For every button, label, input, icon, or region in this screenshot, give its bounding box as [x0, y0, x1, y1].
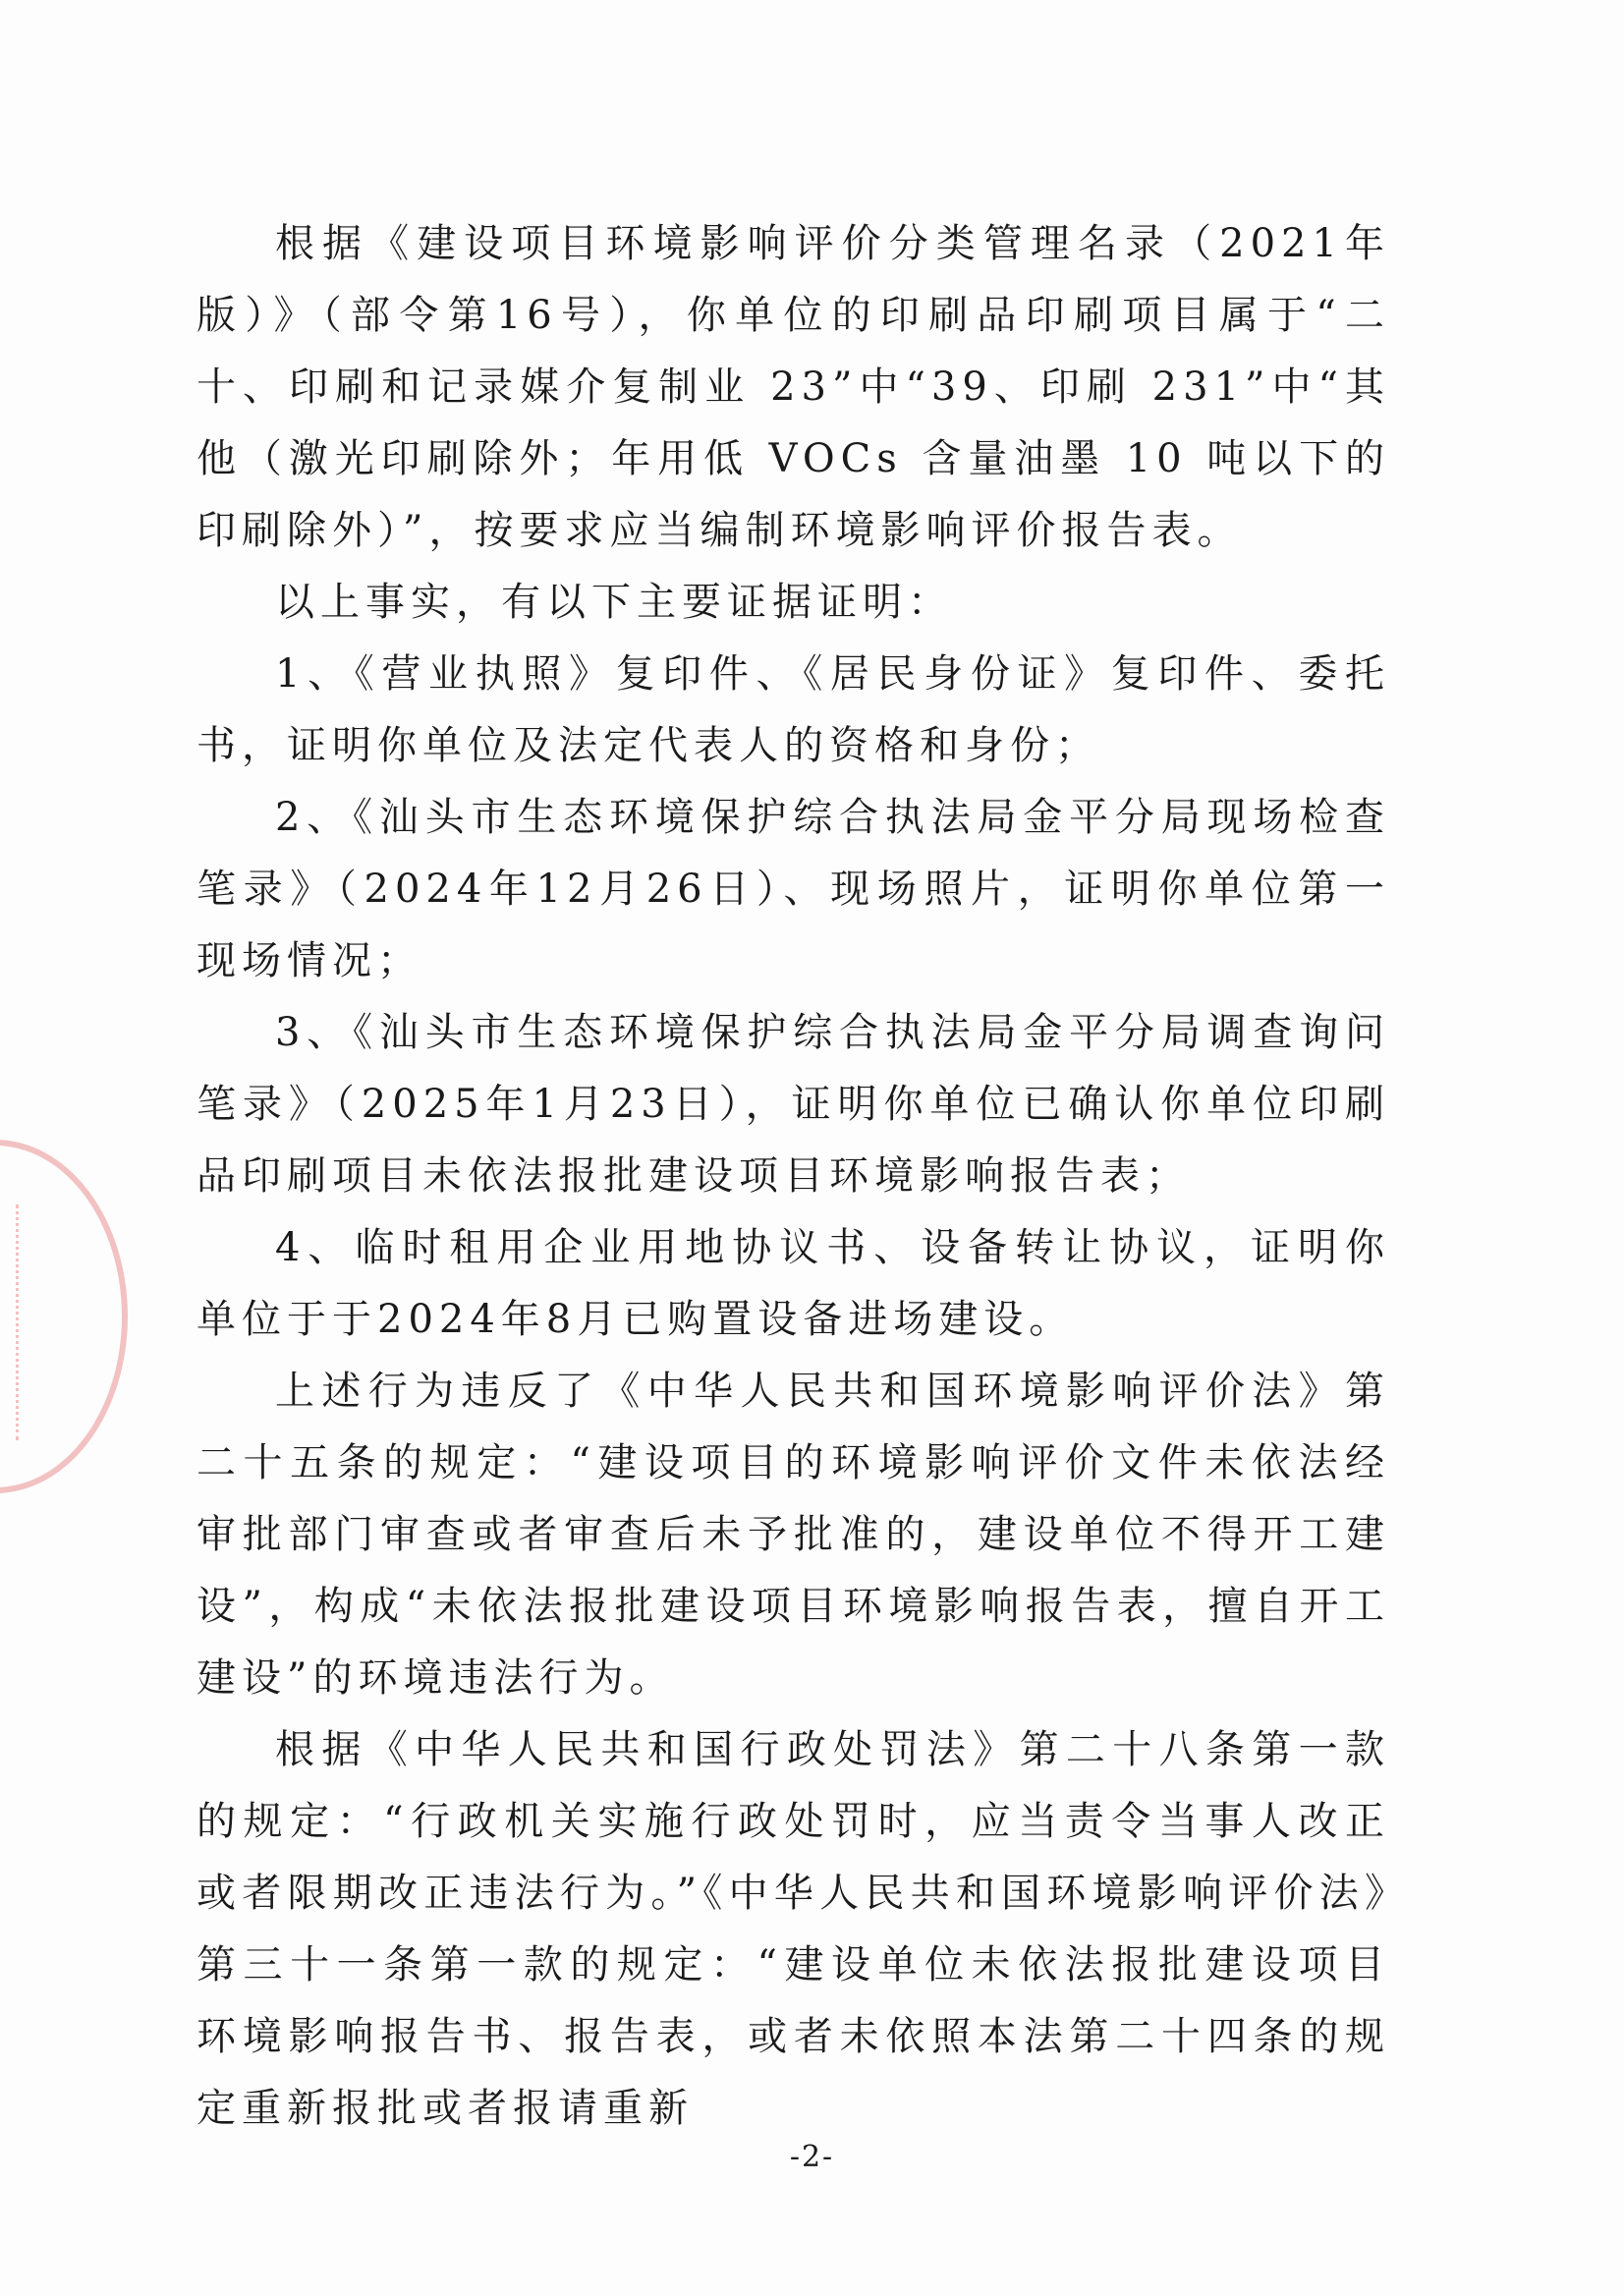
- paragraph-evidence-intro: 以上事实，有以下主要证据证明：: [275, 580, 953, 625]
- official-seal-fragment: [0, 1140, 128, 1493]
- paragraph-evidence-1: 1、《营业执照》复印件、《居民身份证》复印件、委托书，证明你单位及法定代表人的资格和身份；: [196, 651, 1390, 768]
- seal-pattern: [16, 1204, 78, 1440]
- page-number: -2-: [789, 2140, 835, 2174]
- paragraph-classification: 根据《建设项目环境影响评价分类管理名录（2021年版）》（部令第16号），你单位的印刷品印刷项目属于“二十、印刷和记录媒介复制业 23”中“39、印刷 231”中“其他（激光印刷除外；年用低 VOCs 含量油墨 10 吨以下的印刷除外）”，按要求应当编制环境影响评价报告表。: [196, 221, 1390, 553]
- paragraph-evidence-4: 4、临时租用企业用地协议书、设备转让协议，证明你单位于于2024年8月已购置设备进场建设。: [196, 1225, 1390, 1342]
- paragraph-legal-basis: 根据《中华人民共和国行政处罚法》第二十八条第一款的规定：“行政机关实施行政处罚时，应当责令当事人改正或者限期改正违法行为。”《中华人民共和国环境影响评价法》第三十一条第一款的规定：“建设单位未依法报批建设项目环境影响报告书、报告表，或者未依照本法第二十四条的规定重新报批或者报请重新: [196, 1727, 1390, 2131]
- paragraph-evidence-3: 3、《汕头市生态环境保护综合执法局金平分局调查询问笔录》（2025年1月23日），证明你单位已确认你单位印刷品印刷项目未依法报批建设项目环境影响报告表；: [196, 1010, 1390, 1199]
- paragraph-violation: 上述行为违反了《中华人民共和国环境影响评价法》第二十五条的规定：“建设项目的环境影响评价文件未依法经审批部门审查或者审查后未予批准的，建设单位不得开工建设”，构成“未依法报批建设项目环境影响报告表，擅自开工建设”的环境违法行为。: [196, 1369, 1390, 1701]
- document-body: [196, 208, 1390, 2145]
- paragraph-evidence-2: 2、《汕头市生态环境保护综合执法局金平分局现场检查笔录》（2024年12月26日）、现场照片，证明你单位第一现场情况；: [196, 795, 1390, 983]
